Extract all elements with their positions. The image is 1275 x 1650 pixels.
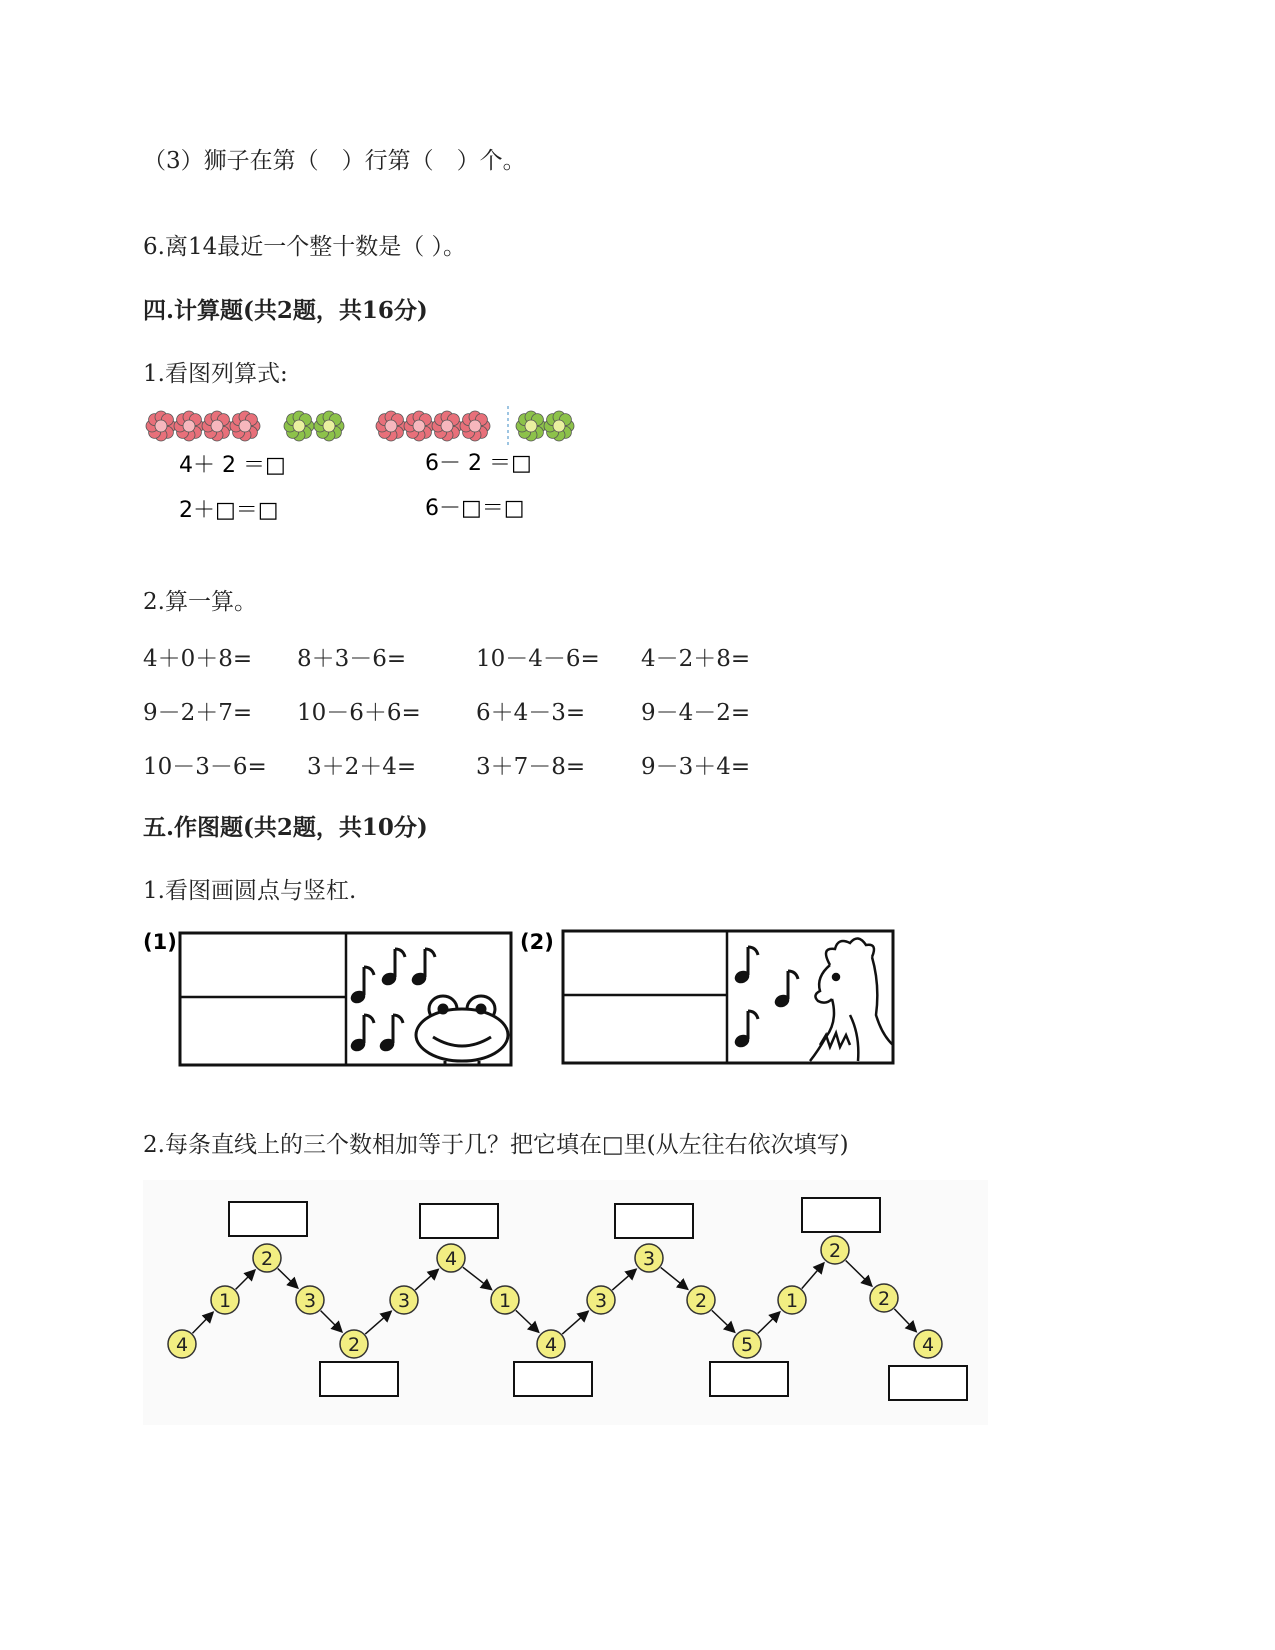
flower-icon xyxy=(146,411,176,441)
calc-item: 4－2＋8= xyxy=(641,646,751,672)
flower-icon xyxy=(174,411,204,441)
calc-item: 9－2＋7= xyxy=(143,700,253,726)
svg-text:3: 3 xyxy=(594,1290,608,1312)
section-4-heading: 四.计算题(共2题，共16分) xyxy=(143,297,428,324)
flower-icon xyxy=(202,411,232,441)
number-circle xyxy=(870,1284,898,1312)
number-circle xyxy=(340,1330,368,1358)
calc-item: 6＋4－3= xyxy=(476,700,586,726)
svg-text:4: 4 xyxy=(544,1334,558,1356)
flower-icon xyxy=(284,411,314,441)
left-equation-2: 2＋□＝□ xyxy=(179,498,279,523)
answer-box[interactable] xyxy=(710,1362,788,1396)
svg-text:5: 5 xyxy=(740,1334,754,1356)
answer-box[interactable] xyxy=(514,1362,592,1396)
flower-icon xyxy=(314,411,344,441)
answer-box[interactable] xyxy=(320,1362,398,1396)
figure-2-label: (2) xyxy=(520,930,554,954)
calc-item: 10－4－6= xyxy=(476,646,600,672)
answer-box[interactable] xyxy=(615,1204,693,1238)
number-circle xyxy=(733,1330,761,1358)
left-equation-1: 4＋ 2 ＝□ xyxy=(179,453,286,478)
calc-item: 4＋0＋8= xyxy=(143,646,253,672)
calc-item: 9－4－2= xyxy=(641,700,751,726)
number-circle xyxy=(168,1330,196,1358)
flower-icon xyxy=(230,411,260,441)
svg-text:2: 2 xyxy=(877,1288,891,1310)
section-5-question-2: 2.每条直线上的三个数相加等于几？把它填在□里(从左往右依次填写) xyxy=(143,1132,849,1158)
number-circle xyxy=(390,1286,418,1314)
calc-item: 10－6＋6= xyxy=(297,700,421,726)
calc-item: 8＋3－6= xyxy=(297,646,407,672)
answer-box[interactable] xyxy=(229,1202,307,1236)
svg-text:4: 4 xyxy=(921,1334,935,1356)
question-6-nearest-ten: 6.离14最近一个整十数是（ ）。 xyxy=(143,234,467,260)
flower-icon xyxy=(516,411,546,441)
number-circle xyxy=(296,1286,324,1314)
svg-text:2: 2 xyxy=(694,1290,708,1312)
flower-equation-figure xyxy=(143,402,583,530)
svg-text:2: 2 xyxy=(828,1240,842,1262)
answer-box[interactable] xyxy=(420,1204,498,1238)
svg-text:1: 1 xyxy=(785,1290,799,1312)
section-4-question-2: 2.算一算。 xyxy=(143,589,257,615)
svg-text:1: 1 xyxy=(218,1290,232,1312)
svg-text:1: 1 xyxy=(498,1290,512,1312)
svg-text:3: 3 xyxy=(642,1248,656,1270)
note-figure-2 xyxy=(520,925,898,1070)
number-circle xyxy=(914,1330,942,1358)
right-equation-1: 6－ 2 ＝□ xyxy=(425,451,532,476)
number-circle xyxy=(437,1244,465,1272)
figure-1-label: (1) xyxy=(143,930,177,954)
number-circle xyxy=(253,1244,281,1272)
svg-text:2: 2 xyxy=(260,1248,274,1270)
svg-text:4: 4 xyxy=(444,1248,458,1270)
number-circle xyxy=(587,1286,615,1314)
flower-icon xyxy=(376,411,406,441)
flower-icon xyxy=(432,411,462,441)
number-circle xyxy=(778,1286,806,1314)
answer-box[interactable] xyxy=(889,1366,967,1400)
svg-text:2: 2 xyxy=(347,1334,361,1356)
calc-item: 3＋7－8= xyxy=(476,754,586,780)
number-circle xyxy=(821,1236,849,1264)
calc-item: 3＋2＋4= xyxy=(307,754,417,780)
flower-icon xyxy=(404,411,434,441)
right-equation-2: 6－□＝□ xyxy=(425,496,525,521)
number-circle xyxy=(211,1286,239,1314)
number-circle xyxy=(687,1286,715,1314)
calc-item: 10－3－6= xyxy=(143,754,267,780)
svg-text:3: 3 xyxy=(397,1290,411,1312)
number-circle xyxy=(635,1244,663,1272)
calc-item: 9－3＋4= xyxy=(641,754,751,780)
zigzag-sum-figure xyxy=(143,1180,988,1425)
section-5-heading: 五.作图题(共2题，共10分) xyxy=(143,814,428,841)
number-circle xyxy=(537,1330,565,1358)
answer-box[interactable] xyxy=(802,1198,880,1232)
note-figure-1 xyxy=(143,925,518,1070)
number-circle xyxy=(491,1286,519,1314)
flower-icon xyxy=(544,411,574,441)
section-5-question-1: 1.看图画圆点与竖杠. xyxy=(143,878,357,904)
question-3-lion-position: （3）狮子在第（ ）行第（ ）个。 xyxy=(143,148,526,174)
svg-text:4: 4 xyxy=(175,1334,189,1356)
section-4-question-1: 1.看图列算式: xyxy=(143,361,288,387)
flower-icon xyxy=(460,411,490,441)
svg-text:3: 3 xyxy=(303,1290,317,1312)
